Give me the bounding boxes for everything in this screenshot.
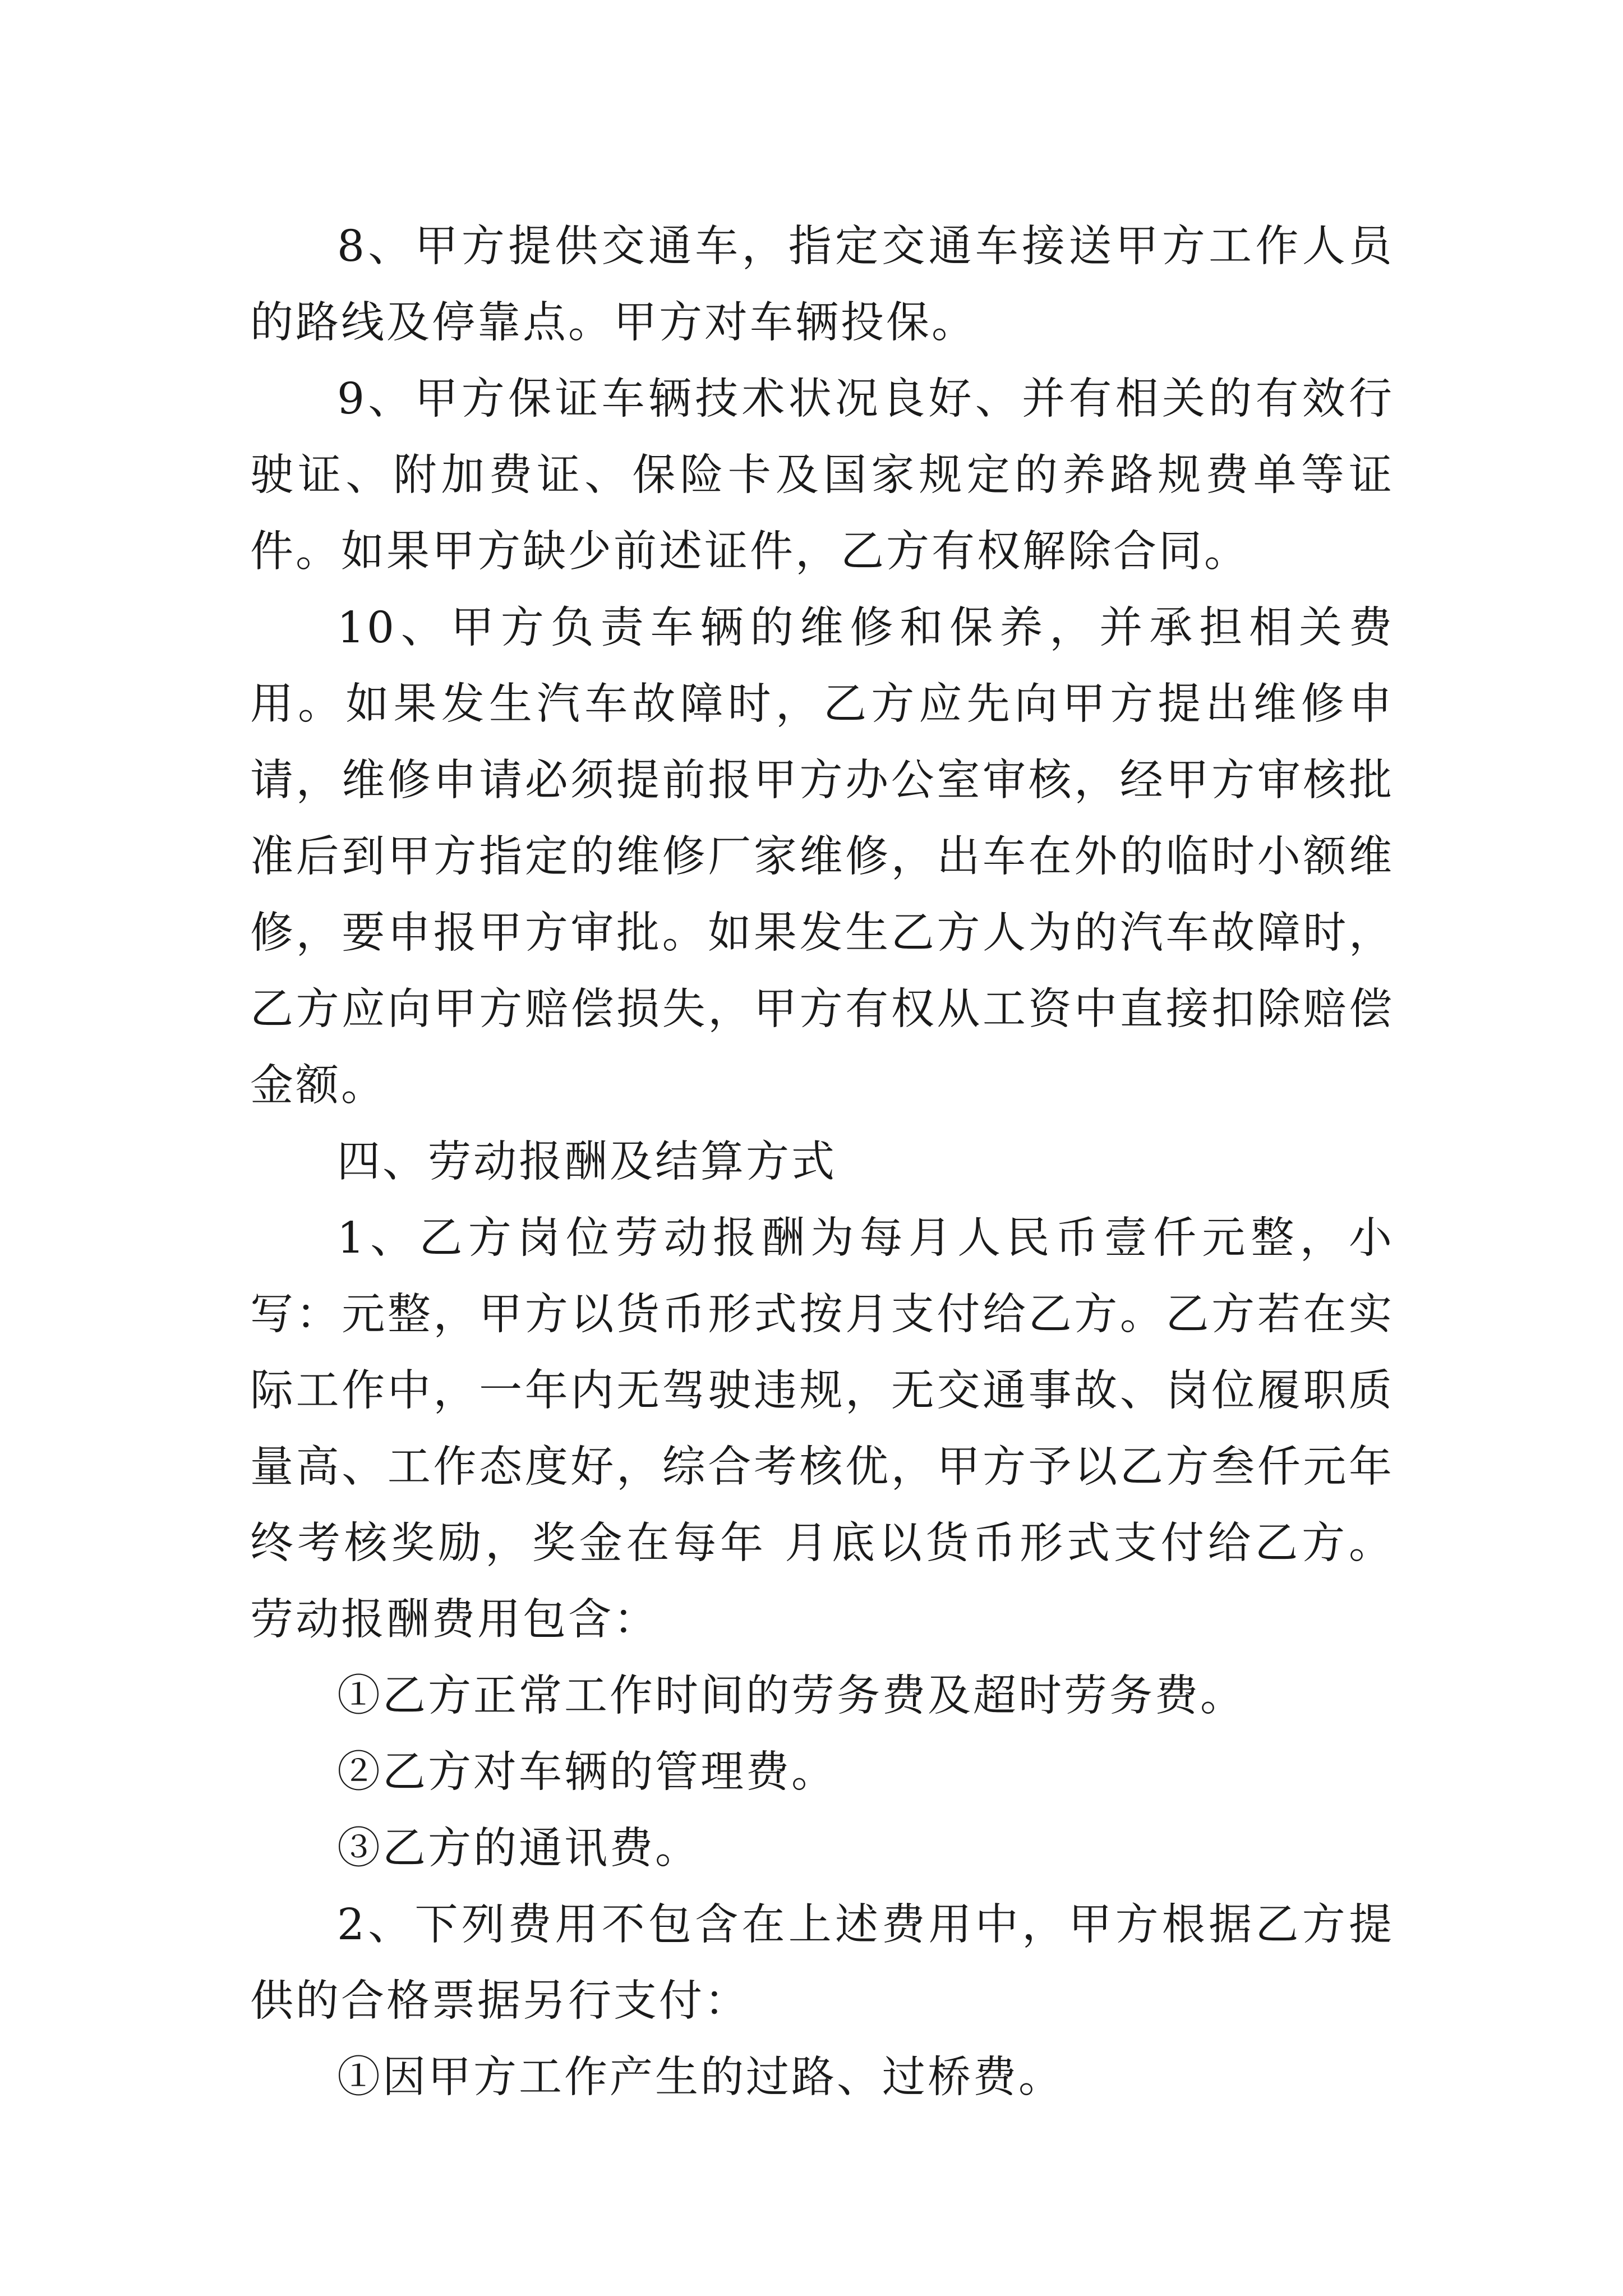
fee-item-2: ②乙方对车辆的管理费。 <box>337 1747 837 1797</box>
clause-9-paragraph: 9、甲方保证车辆技术状况良好、并有相关的有效行驶证、附加费证、保险卡及国家规定的养路规费单等证件。如果甲方缺少前述证件，乙方有权解除合同。 <box>250 374 1394 577</box>
payment-clause-1-paragraph: 1、乙方岗位劳动报酬为每月人民币壹仟元整，小写：元整，甲方以货币形式按月支付给乙方。乙方若在实际工作中，一年内无驾驶违规，无交通事故、岗位履职质量高、工作态度好，综合考核优，甲方予以乙方叁仟元年终考核奖励，奖金在每年 月底以货币形式支付给乙方。劳动报酬费用包含： <box>250 1213 1394 1645</box>
clause-10-paragraph: 10、甲方负责车辆的维修和保养，并承担相关费用。如果发生汽车故障时，乙方应先向甲方提出维修申请，维修申请必须提前报甲方办公室审核，经甲方审核批准后到甲方指定的维修厂家维修，出车在外的临时小额维修，要申报甲方审批。如果发生乙方人为的汽车故障时，乙方应向甲方赔偿损失，甲方有权从工资中直接扣除赔偿金额。 <box>250 603 1394 1111</box>
clause-8-paragraph: 8、甲方提供交通车，指定交通车接送甲方工作人员的路线及停靠点。甲方对车辆投保。 <box>250 222 1394 348</box>
payment-clause-2-paragraph: 2、下列费用不包含在上述费用中，甲方根据乙方提供的合格票据另行支付： <box>250 1900 1394 2026</box>
section-4-heading: 四、劳动报酬及结算方式 <box>337 1137 837 1187</box>
fee-item-1: ①乙方正常工作时间的劳务费及超时劳务费。 <box>337 1671 1246 1721</box>
excluded-fee-item-1: ①因甲方工作产生的过路、过桥费。 <box>337 2053 1064 2102</box>
fee-item-3: ③乙方的通讯费。 <box>337 1824 700 1874</box>
document-body <box>250 209 1394 2116</box>
